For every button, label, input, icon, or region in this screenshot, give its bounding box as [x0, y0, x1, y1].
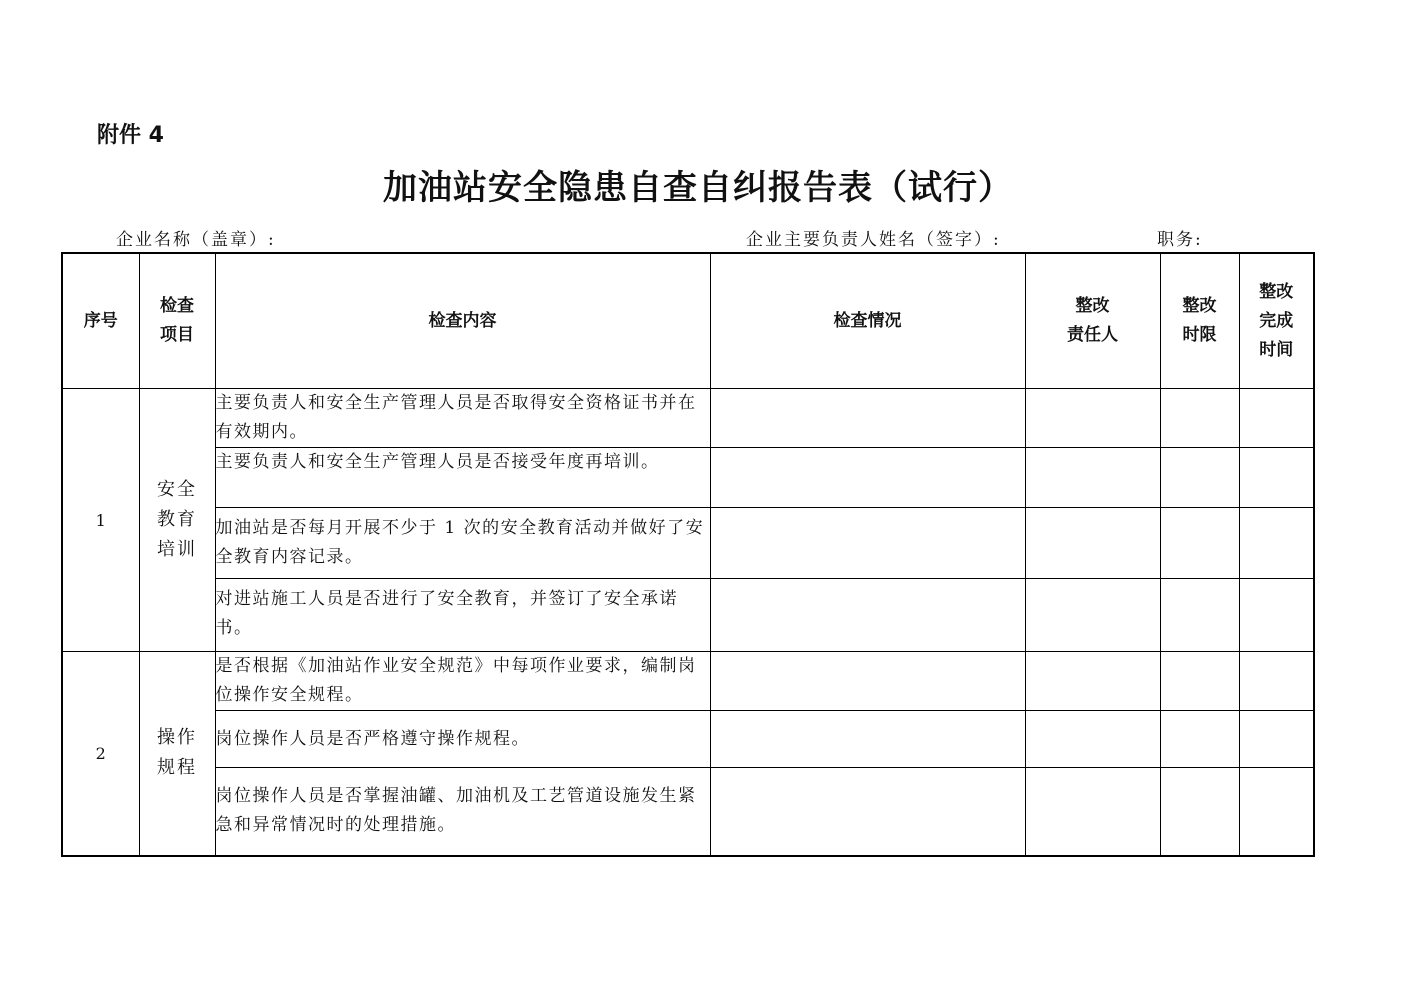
principal-name-field: 企业主要负责人姓名（签字）:	[746, 230, 1001, 250]
responsible-cell[interactable]	[1025, 389, 1160, 448]
company-name-field: 企业名称（盖章）:	[116, 230, 276, 250]
check-content: 对进站施工人员是否进行了安全教育，并签订了安全承诺书。	[215, 579, 710, 652]
position-field: 职务:	[1157, 230, 1203, 250]
check-status-cell[interactable]	[710, 448, 1025, 508]
row-seq: 1	[62, 389, 139, 652]
responsible-cell[interactable]	[1025, 768, 1160, 856]
table-row	[62, 579, 1314, 652]
responsible-cell[interactable]	[1025, 448, 1160, 508]
responsible-cell[interactable]	[1025, 652, 1160, 711]
deadline-cell[interactable]	[1160, 711, 1239, 768]
check-status-cell[interactable]	[710, 652, 1025, 711]
table-row	[62, 711, 1314, 768]
header-responsible: 整改 责任人	[1025, 253, 1160, 389]
header-deadline: 整改 时限	[1160, 253, 1239, 389]
responsible-cell[interactable]	[1025, 711, 1160, 768]
header-completion-time: 整改 完成 时间	[1239, 253, 1314, 389]
check-status-cell[interactable]	[710, 579, 1025, 652]
deadline-cell[interactable]	[1160, 508, 1239, 579]
check-status-cell[interactable]	[710, 768, 1025, 856]
table-header-row	[62, 253, 1314, 389]
row-category: 操作 规程	[139, 652, 215, 856]
deadline-cell[interactable]	[1160, 652, 1239, 711]
completion-time-cell[interactable]	[1239, 448, 1314, 508]
check-status-cell[interactable]	[710, 711, 1025, 768]
header-status: 检查情况	[710, 253, 1025, 389]
check-status-cell[interactable]	[710, 389, 1025, 448]
completion-time-cell[interactable]	[1239, 768, 1314, 856]
responsible-cell[interactable]	[1025, 508, 1160, 579]
check-content: 是否根据《加油站作业安全规范》中每项作业要求，编制岗位操作安全规程。	[215, 652, 710, 711]
check-content: 岗位操作人员是否严格遵守操作规程。	[215, 711, 710, 768]
table-row	[62, 448, 1314, 508]
table-row	[62, 389, 1314, 448]
deadline-cell[interactable]	[1160, 768, 1239, 856]
inspection-report-table	[61, 252, 1315, 857]
table-row	[62, 652, 1314, 711]
deadline-cell[interactable]	[1160, 448, 1239, 508]
deadline-cell[interactable]	[1160, 389, 1239, 448]
completion-time-cell[interactable]	[1239, 508, 1314, 579]
completion-time-cell[interactable]	[1239, 389, 1314, 448]
check-content: 主要负责人和安全生产管理人员是否接受年度再培训。	[215, 448, 710, 508]
check-content: 主要负责人和安全生产管理人员是否取得安全资格证书并在有效期内。	[215, 389, 710, 448]
row-seq: 2	[62, 652, 139, 856]
check-content: 加油站是否每月开展不少于 1 次的安全教育活动并做好了安全教育内容记录。	[215, 508, 710, 579]
header-content: 检查内容	[215, 253, 710, 389]
row-category: 安全 教育 培训	[139, 389, 215, 652]
completion-time-cell[interactable]	[1239, 652, 1314, 711]
header-item: 检查 项目	[139, 253, 215, 389]
completion-time-cell[interactable]	[1239, 711, 1314, 768]
completion-time-cell[interactable]	[1239, 579, 1314, 652]
attachment-label: 附件 4	[97, 123, 164, 148]
document-title: 加油站安全隐患自查自纠报告表（试行）	[383, 168, 1013, 208]
check-content: 岗位操作人员是否掌握油罐、加油机及工艺管道设施发生紧急和异常情况时的处理措施。	[215, 768, 710, 856]
check-status-cell[interactable]	[710, 508, 1025, 579]
deadline-cell[interactable]	[1160, 579, 1239, 652]
responsible-cell[interactable]	[1025, 579, 1160, 652]
table-row	[62, 508, 1314, 579]
header-seq: 序号	[62, 253, 139, 389]
table-row	[62, 768, 1314, 856]
